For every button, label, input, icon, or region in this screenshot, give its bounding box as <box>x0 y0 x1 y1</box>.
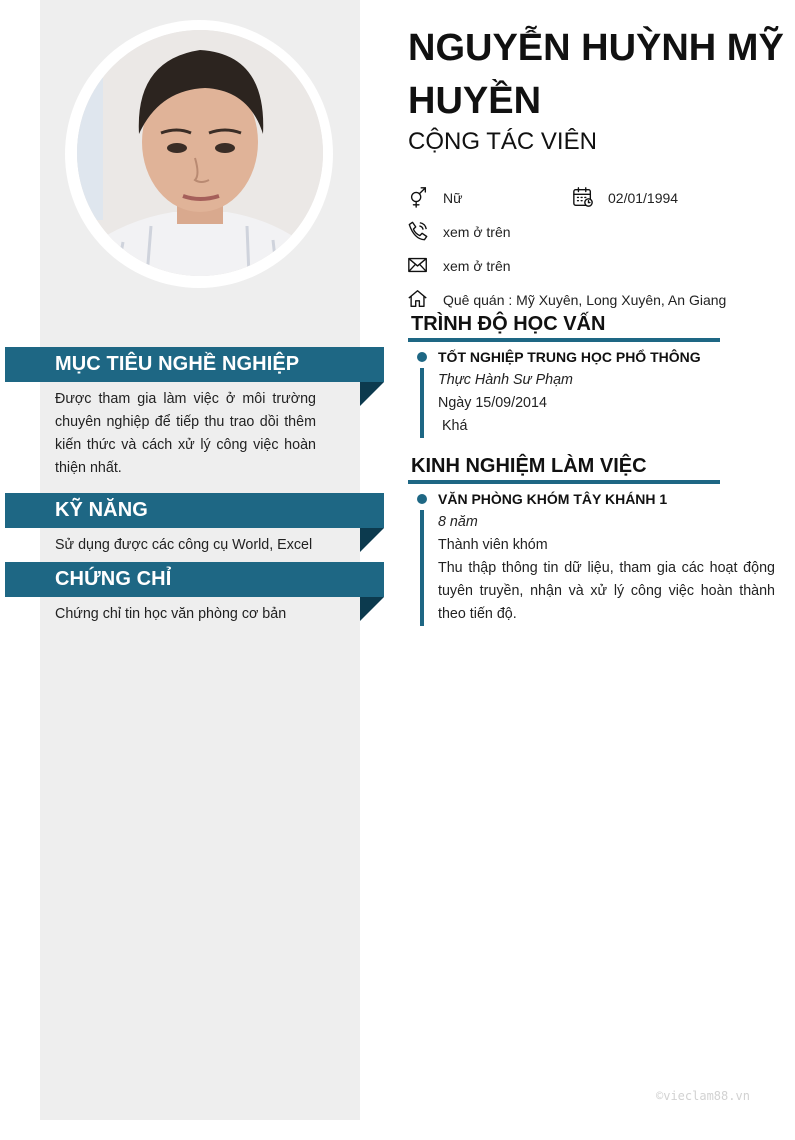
experience-position: Thành viên khóm <box>438 537 548 553</box>
calendar-icon <box>572 186 594 208</box>
certificates-header <box>5 562 384 597</box>
job-title: CỘNG TÁC VIÊN <box>408 128 597 155</box>
objective-heading: MỤC TIÊU NGHỀ NGHIỆP <box>55 353 300 375</box>
education-heading: TRÌNH ĐỘ HỌC VẤN <box>411 313 606 335</box>
certificates-text: Chứng chỉ tin học văn phòng cơ bản <box>55 606 287 622</box>
objective-header <box>5 347 384 382</box>
experience-bullet <box>417 494 427 504</box>
education-major: Thực Hành Sư Phạm <box>438 372 573 388</box>
certificates-header-fold <box>360 597 384 621</box>
experience-company: VĂN PHÒNG KHÓM TÂY KHÁNH 1 <box>438 491 668 507</box>
education-header <box>408 310 720 342</box>
experience-header <box>408 452 720 484</box>
birthdate-value: 02/01/1994 <box>608 190 679 206</box>
skills-header-fold <box>360 528 384 552</box>
skills-text: Sử dụng được các công cụ World, Excel <box>55 537 313 553</box>
certificates-heading: CHỨNG CHỈ <box>55 568 172 590</box>
education-school: TỐT NGHIỆP TRUNG HỌC PHỔ THÔNG <box>438 349 701 365</box>
gender-icon <box>407 186 429 208</box>
candidate-name: NGUYỄN HUỲNH MỸ HUYỀN <box>408 27 784 122</box>
phone-value: xem ở trên <box>443 224 511 240</box>
address-value: Quê quán : Mỹ Xuyên, Long Xuyên, An Giang <box>443 292 727 308</box>
skills-heading: KỸ NĂNG <box>55 499 148 521</box>
phone-icon <box>407 220 429 242</box>
experience-heading: KINH NGHIỆM LÀM VIỆC <box>411 455 647 477</box>
objective-header-fold <box>360 382 384 406</box>
avatar <box>77 30 323 276</box>
experience-timeline <box>420 510 424 626</box>
experience-duration: 8 năm <box>438 514 478 530</box>
education-timeline <box>420 368 424 438</box>
education-date: Ngày 15/09/2014 <box>438 395 547 411</box>
gender-value: Nữ <box>443 190 463 206</box>
skills-header <box>5 493 384 528</box>
envelope-icon <box>407 254 429 276</box>
objective-text: Được tham gia làm việc ở môi trường chuyên nghiệp để tiếp thu trao dồi thêm kiến thức và cách xử lý công việc hoàn thiện nhất. <box>55 391 316 476</box>
education-bullet <box>417 352 427 362</box>
experience-description: Thu thập thông tin dữ liệu, tham gia các hoạt động tuyên truyền, nhận và xử lý công việc hoàn thành theo tiến độ. <box>438 560 775 622</box>
education-grade: Khá <box>438 418 468 434</box>
email-value: xem ở trên <box>443 258 511 274</box>
watermark: ©vieclam88.vn <box>656 1089 750 1103</box>
home-icon <box>407 288 429 310</box>
